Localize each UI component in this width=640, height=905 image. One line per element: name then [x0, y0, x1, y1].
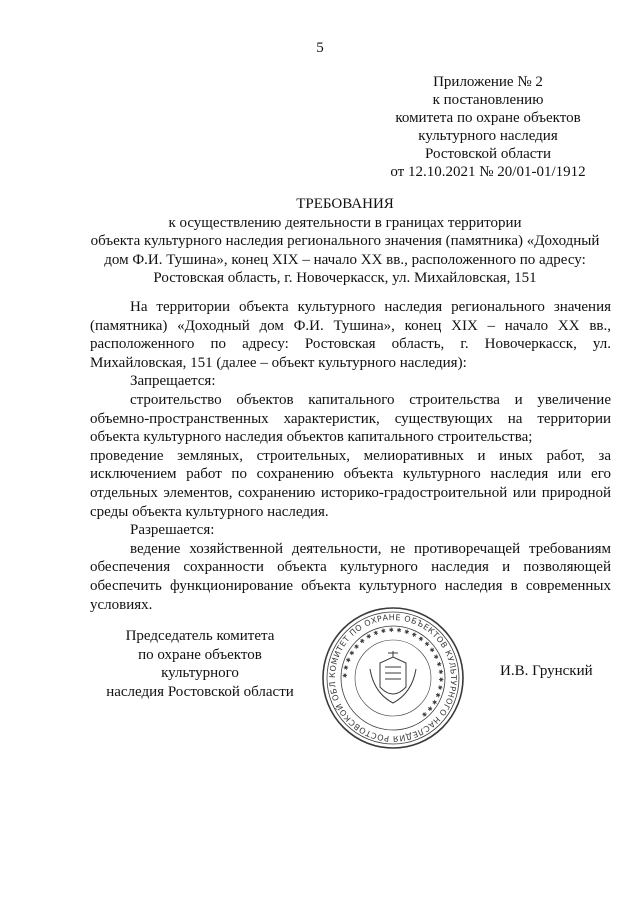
- appendix-line: комитета по охране объектов: [395, 110, 581, 126]
- position-line: Председатель комитета: [125, 628, 275, 644]
- position-line: по охране объектов культурного: [138, 646, 262, 681]
- prohibited-label: Запрещается:: [130, 373, 216, 390]
- seal-outer-text: КОМИТЕТ ПО ОХРАНЕ ОБЪЕКТОВ КУЛЬТУРНОГО НАСЛЕДИЯ РОСТОВСКОЙ ОБЛ: [327, 612, 459, 744]
- page-number: 5: [316, 40, 324, 56]
- allowed-label: Разрешается:: [130, 522, 215, 539]
- title-line: к осуществлению деятельности в границах территории: [168, 214, 522, 231]
- title-line: объекта культурного наследия регионального значения (памятника) «Доходный: [90, 233, 600, 249]
- prohibited-item: проведение земляных, строительных, мелиоративных и иных работ, за исключением работ по сохранению объекта культурного наследия или его отдельных элементов, сохранению историко-градостроительной или природной среды объекта культурного наследия.: [90, 447, 611, 520]
- allowed-item: ведение хозяйственной деятельности, не противоречащей требованиям обеспечения сохранности объекта культурного наследия и позволяющей обеспечить функционирование объекта культурного наследия в современных условиях.: [90, 540, 611, 613]
- intro-paragraph: На территории объекта культурного наследия регионального значения (памятника) «Доходный дом Ф.И. Тушина», конец XIX – начало XX вв., расположенного по адресу: Ростовская область, г. Новочеркасск, ул. Михайловская, 151 (далее – объект культурного наследия):: [90, 299, 611, 371]
- appendix-line: культурного наследия: [418, 128, 558, 144]
- svg-text:✱ ✱ ✱ ✱ ✱ ✱ ✱ ✱ ✱ ✱ ✱ ✱ ✱ ✱ ✱: ✱ ✱ ✱ ✱ ✱ ✱ ✱ ✱ ✱ ✱ ✱ ✱ ✱ ✱ ✱ ✱ ✱ ✱ ✱ ✱ ✱ ✱ ✱ ✱ ✱: [341, 626, 445, 719]
- document-title: [80, 195, 610, 288]
- signatory-position: [100, 627, 300, 701]
- prohibited-item: строительство объектов капитального строительства и увеличение объемно-пространственных характеристик, существующих на территории объекта культурного наследия объектов капитального строительства;: [90, 391, 611, 446]
- appendix-line: Ростовской области: [425, 146, 551, 162]
- appendix-line: Приложение № 2: [433, 74, 543, 90]
- appendix-block: [388, 73, 588, 181]
- official-seal: [318, 603, 468, 753]
- appendix-line: к постановлению: [432, 92, 544, 108]
- title-line: Ростовская область, г. Новочеркасск, ул. Михайловская, 151: [153, 270, 537, 286]
- title-heading: ТРЕБОВАНИЯ: [296, 196, 394, 212]
- position-line: наследия Ростовской области: [106, 683, 294, 700]
- body-text: [90, 298, 611, 614]
- seal-stamp-icon: [318, 603, 468, 753]
- signatory-name: И.В. Грунский: [500, 663, 593, 679]
- title-line: дом Ф.И. Тушина», конец XIX – начало XX вв., расположенного по адресу:: [104, 251, 586, 268]
- appendix-line: от 12.10.2021 № 20/01-01/1912: [390, 164, 586, 180]
